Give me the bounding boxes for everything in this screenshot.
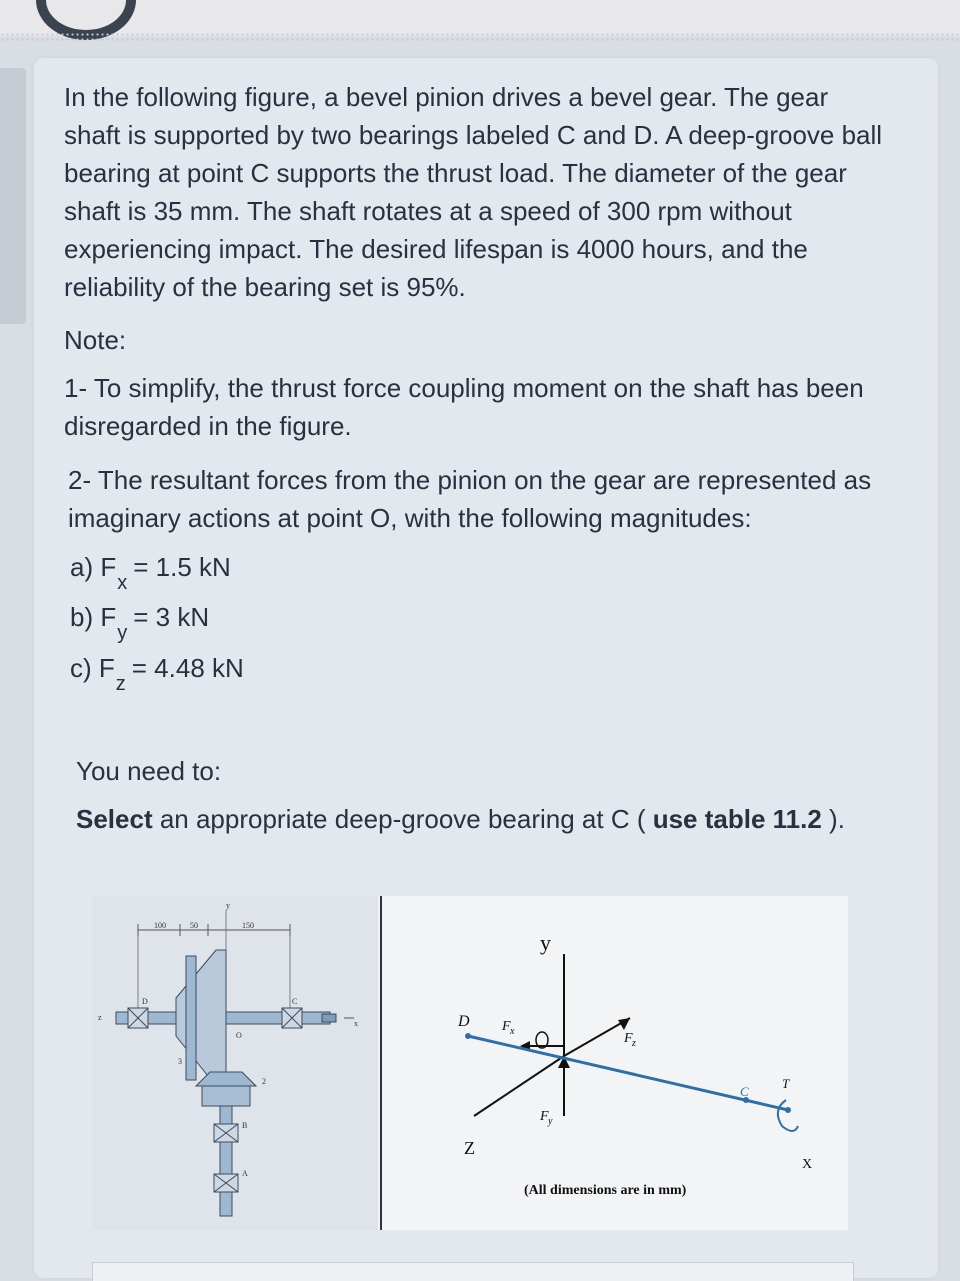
force-fz-sub: z xyxy=(115,673,126,695)
force-fz-prefix: c) F xyxy=(70,653,115,683)
force-fz-value: = 4.48 kN xyxy=(131,653,244,683)
label-d: D xyxy=(142,997,148,1006)
label-fy: F xyxy=(540,1109,549,1124)
note-label: Note: xyxy=(64,325,127,355)
dim-150: 150 xyxy=(242,921,254,930)
label-z: z xyxy=(98,1013,102,1022)
label-fy-sub: y xyxy=(548,1116,553,1127)
dim-100: 100 xyxy=(154,921,166,930)
label-c-right: C xyxy=(740,1084,749,1099)
label-c: C xyxy=(292,997,298,1006)
task-end: ). xyxy=(821,804,845,834)
force-diagram-svg xyxy=(384,896,848,1230)
next-panel-edge xyxy=(92,1262,854,1281)
label-2: 2 xyxy=(262,1077,266,1086)
label-b: B xyxy=(242,1121,248,1130)
intro-text: In the following figure, a bevel pinion drives a bevel gear. The gear shaft is supported by two bearings labeled C and D. A deep-groove ball bearing at point C supports the thrust load. The diameter of the gear shaft is 35 mm. The shaft rotates at a speed of 300 rpm without experiencing impact. The desired lifespan is 4000 hours, and the reliability of the bearing set is 95%. xyxy=(64,82,883,302)
note-2: 2- The resultant forces from the pinion on the gear are represented as imaginary actions at point O, with the following magnitudes: xyxy=(68,465,872,533)
task-bold-select: Select xyxy=(76,804,153,834)
force-fx xyxy=(70,552,231,594)
gear-assembly-drawing xyxy=(92,896,378,1230)
label-3: 3 xyxy=(178,1057,182,1066)
label-fz: F xyxy=(624,1031,633,1046)
axis-x-label: X xyxy=(802,1157,813,1172)
figure-image xyxy=(92,896,848,1230)
label-fz-sub: z xyxy=(632,1038,636,1049)
label-x: x xyxy=(354,1019,358,1028)
axis-z-label: Z xyxy=(464,1138,475,1158)
side-tab[interactable] xyxy=(0,68,26,324)
label-d-right: D xyxy=(458,1013,470,1030)
top-strip xyxy=(0,0,960,36)
dotted-divider xyxy=(0,32,960,42)
force-fx-value: = 1.5 kN xyxy=(133,552,231,582)
label-t: T xyxy=(782,1076,790,1091)
label-a: A xyxy=(242,1169,248,1178)
force-fy-prefix: b) F xyxy=(70,602,117,632)
problem-intro xyxy=(64,78,884,306)
axis-y-label: y xyxy=(540,930,551,955)
task-line xyxy=(76,800,896,838)
force-fy-value: = 3 kN xyxy=(133,602,210,632)
figure-caption: (All dimensions are in mm) xyxy=(524,1183,687,1198)
force-fy xyxy=(70,602,210,644)
label-fx-sub: x xyxy=(510,1026,515,1037)
figure-divider xyxy=(380,896,382,1230)
task-label: You need to: xyxy=(76,756,222,786)
force-fy-sub: y xyxy=(117,622,128,644)
force-fz xyxy=(70,653,244,695)
label-o: O xyxy=(236,1031,242,1040)
label-y: y xyxy=(226,901,230,910)
dim-50: 50 xyxy=(190,921,198,930)
force-diagram xyxy=(384,896,848,1230)
task-middle: an appropriate deep-groove bearing at C ( xyxy=(152,804,653,834)
force-fx-prefix: a) F xyxy=(70,552,117,582)
force-fx-sub: x xyxy=(117,572,128,594)
gear-assembly-svg xyxy=(92,896,378,1230)
label-fx: F xyxy=(502,1019,511,1034)
task-bold-table: use table 11.2 xyxy=(652,804,822,834)
note-1: 1- To simplify, the thrust force coupling moment on the shaft has been disregarded in the figure. xyxy=(64,373,864,441)
